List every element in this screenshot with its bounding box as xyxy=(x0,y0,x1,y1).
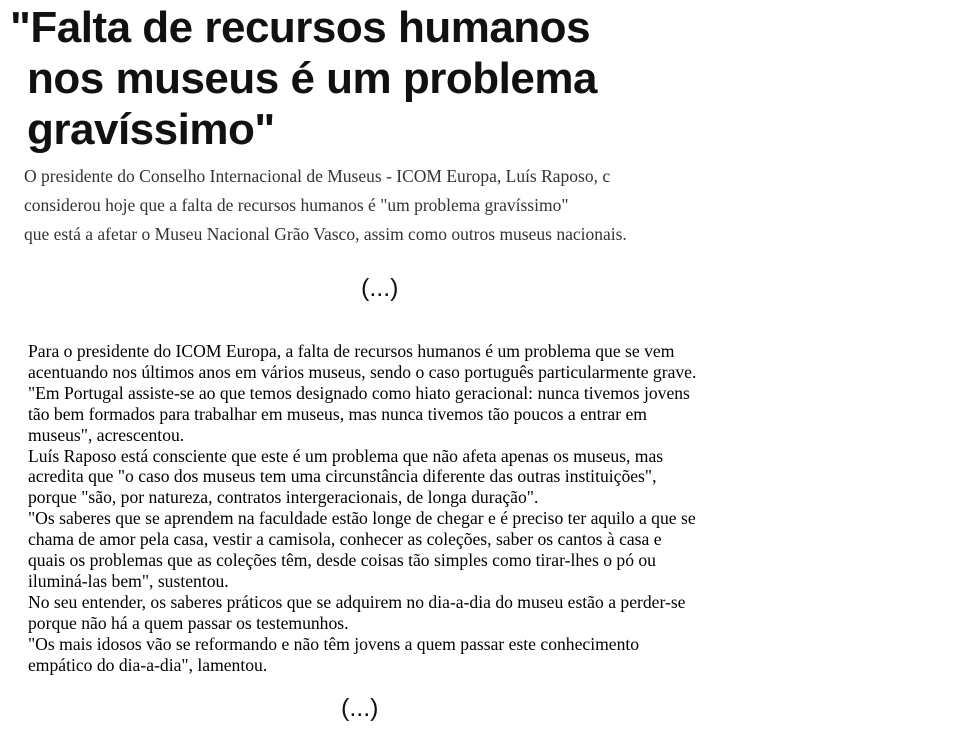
body-line: "Os saberes que se aprendem na faculdade estão longe de chegar e é preciso ter aquilo a que se xyxy=(28,508,696,529)
headline-line: nos museus é um problema xyxy=(27,54,597,103)
omission-marker-top: (...) xyxy=(361,274,399,302)
body-line: empático do dia-a-dia", lamentou. xyxy=(28,654,268,675)
body-line: Luís Raposo está consciente que este é um problema que não afeta apenas os museus, mas xyxy=(28,445,664,466)
body-line: museus", acrescentou. xyxy=(28,424,185,445)
body-line: "Os mais idosos vão se reformando e não têm jovens a quem passar este conhecimento xyxy=(28,633,640,654)
article-body xyxy=(28,341,943,676)
lead-line: que está a afetar o Museu Nacional Grão Vasco, assim como outros museus nacionais. xyxy=(24,224,627,244)
lead-line: O presidente do Conselho Internacional de Museus - ICOM Europa, Luís Raposo, c xyxy=(24,166,611,186)
body-line: porque "são, por natureza, contratos intergeracionais, de longa duração". xyxy=(28,487,539,508)
body-line: iluminá-las bem", sustentou. xyxy=(28,570,229,591)
omission-marker-bottom: (...) xyxy=(341,694,379,722)
body-line: tão bem formados para trabalhar em museus, mas nunca tivemos tão poucos a entrar em xyxy=(28,403,647,424)
body-line: Para o presidente do ICOM Europa, a falta de recursos humanos é um problema que se vem xyxy=(28,341,675,361)
article-headline xyxy=(10,2,690,155)
headline-line: gravíssimo" xyxy=(27,105,275,154)
lead-line: considerou hoje que a falta de recursos humanos é "um problema gravíssimo" xyxy=(24,195,569,215)
body-line: No seu entender, os saberes práticos que se adquirem no dia-a-dia do museu estão a perder-se xyxy=(28,591,686,612)
body-line: acentuando nos últimos anos em vários museus, sendo o caso português particularmente grave. xyxy=(28,361,697,382)
headline-line: "Falta de recursos humanos xyxy=(10,3,591,52)
article-lead xyxy=(24,162,714,249)
body-line: porque não há a quem passar os testemunhos. xyxy=(28,612,349,633)
body-line: quais os problemas que as coleções têm, desde coisas tão simples como tirar-lhes o pó ou xyxy=(28,550,656,571)
body-line: acredita que "o caso dos museus tem uma circunstância diferente das outras instituições", xyxy=(28,466,657,487)
body-line: chama de amor pela casa, vestir a camisola, conhecer as coleções, saber os cantos à casa e xyxy=(28,529,662,550)
body-line: "Em Portugal assiste-se ao que temos designado como hiato geracional: nunca tivemos jovens xyxy=(28,382,690,403)
